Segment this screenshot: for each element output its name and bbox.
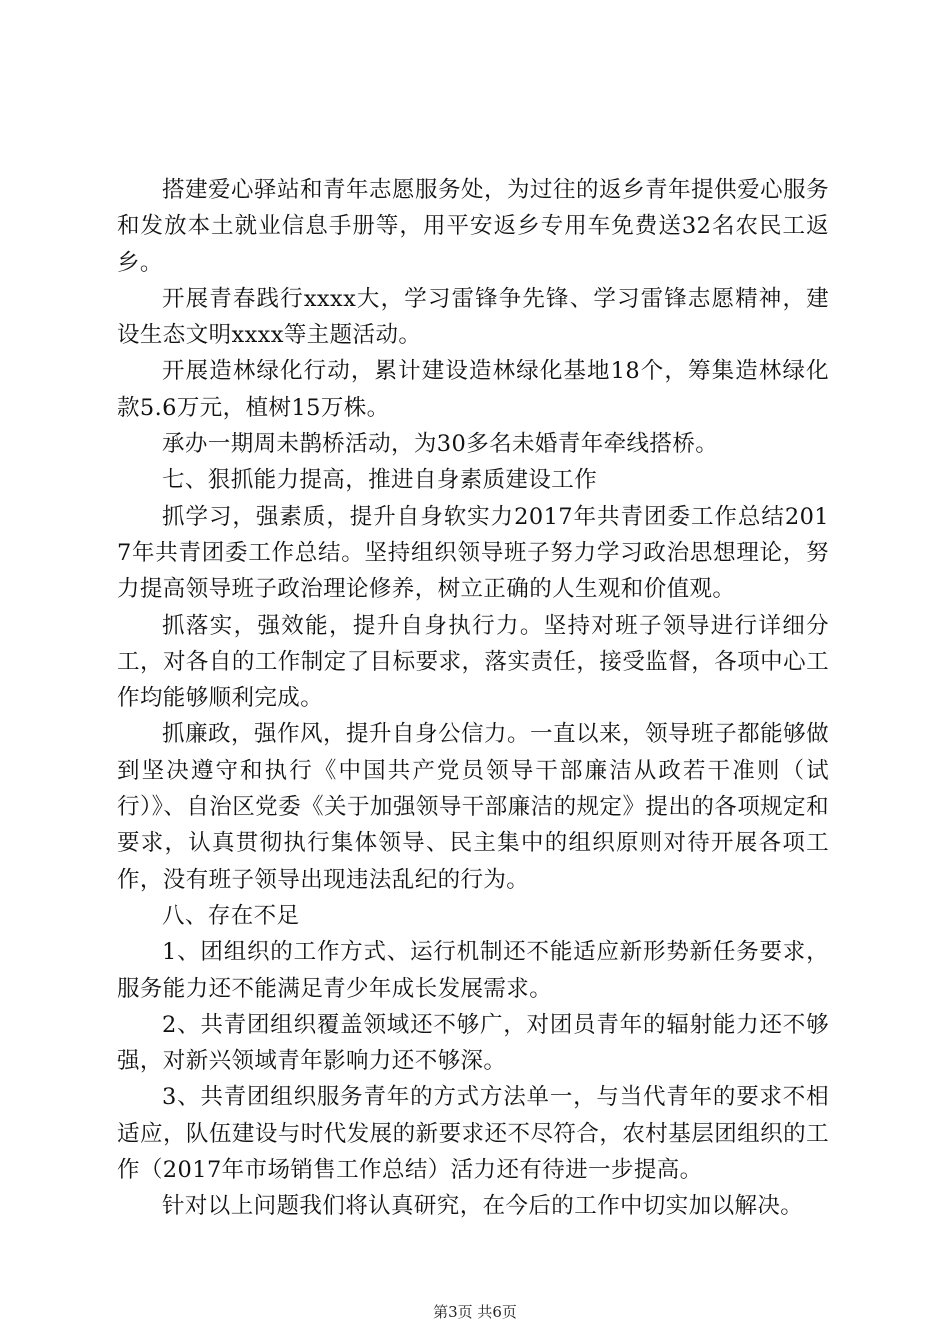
body-paragraph: 抓廉政，强作风，提升自身公信力。一直以来，领导班子都能够做到坚决遵守和执行《中国共产党员领导干部廉洁从政若干准则（试行）》、自治区党委《关于加强领导干部廉洁的规定》提出的各项规定和要求，认真贯彻执行集体领导、民主集中的组织原则对待开展各项工作，没有班子领导出现违法乱纪的行为。 <box>117 721 829 893</box>
body-paragraph: 1、团组织的工作方式、运行机制还不能适应新形势新任务要求，服务能力还不能满足青少年成长发展需求。 <box>117 939 829 1002</box>
body-paragraph: 抓落实，强效能，提升自身执行力。坚持对班子领导进行详细分工，对各自的工作制定了目标要求，落实责任，接受监督，各项中心工作均能够顺利完成。 <box>117 612 829 712</box>
section-heading: 八、存在不足 <box>162 902 300 929</box>
document-body <box>117 172 829 1225</box>
page-number-footer: 第3页 共6页 <box>433 1303 517 1321</box>
body-paragraph: 开展青春践行xxxx大，学习雷锋争先锋、学习雷锋志愿精神，建设生态文明xxxx等主题活动。 <box>117 285 829 349</box>
body-paragraph: 2、共青团组织覆盖领域还不够广，对团员青年的辐射能力还不够强，对新兴领域青年影响力还不够深。 <box>117 1011 829 1075</box>
body-paragraph: 搭建爱心驿站和青年志愿服务处，为过往的返乡青年提供爱心服务和发放本土就业信息手册等，用平安返乡专用车免费送32名农民工返乡。 <box>117 177 829 276</box>
body-paragraph: 承办一期周未鹊桥活动，为30多名未婚青年牵线搭桥。 <box>162 431 719 458</box>
body-paragraph: 抓学习，强素质，提升自身软实力2017年共青团委工作总结2017年共青团委工作总结。坚持组织领导班子努力学习政治思想理论，努力提高领导班子政治理论修养，树立正确的人生观和价值观。 <box>117 503 829 603</box>
body-paragraph: 3、共青团组织服务青年的方式方法单一，与当代青年的要求不相适应，队伍建设与时代发展的新要求还不尽符合，农村基层团组织的工作（2017年市场销售工作总结）活力还有待进一步提高。 <box>117 1084 829 1184</box>
body-paragraph: 开展造林绿化行动，累计建设造林绿化基地18个，筹集造林绿化款5.6万元，植树15万株。 <box>117 358 829 421</box>
section-heading: 七、狠抓能力提高，推进自身素质建设工作 <box>162 467 598 494</box>
body-paragraph: 针对以上问题我们将认真研究，在今后的工作中切实加以解决。 <box>162 1193 804 1220</box>
